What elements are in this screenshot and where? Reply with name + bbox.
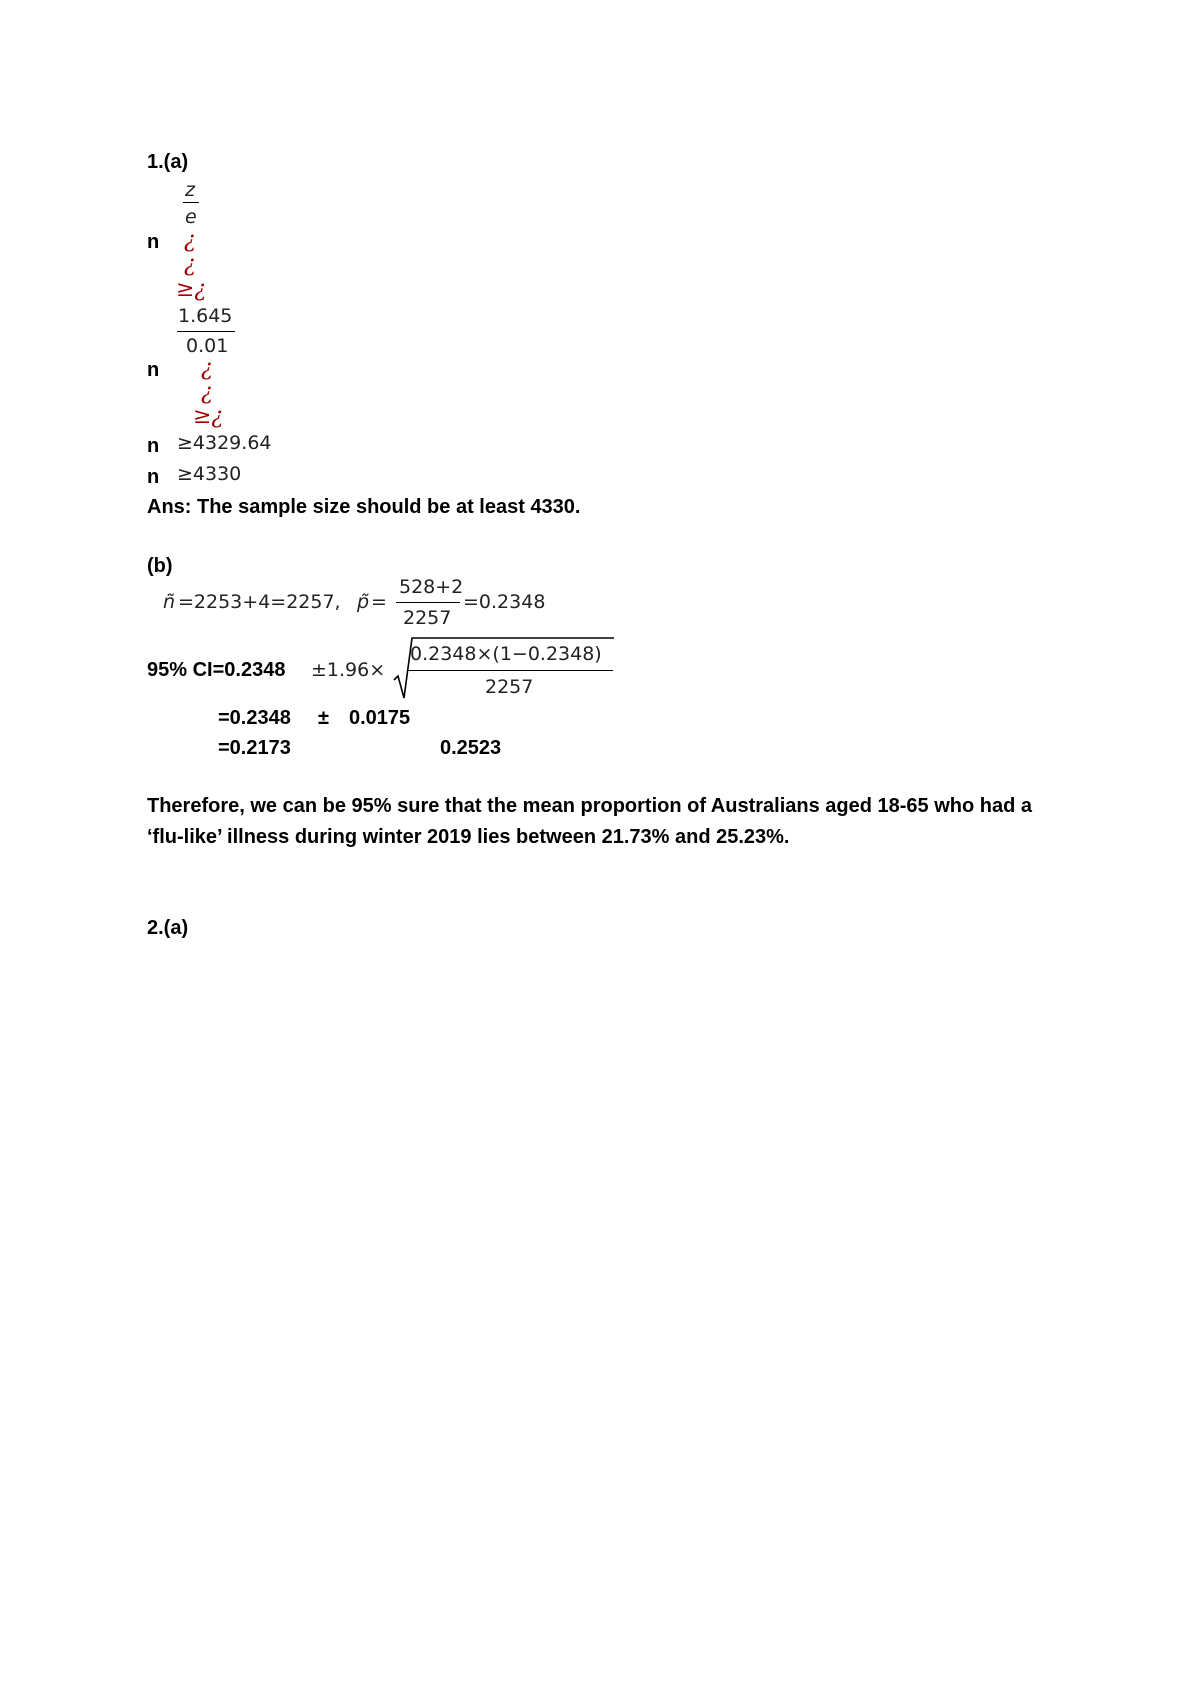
p-result: =0.2348	[463, 591, 546, 613]
denominator-001: 0.01	[186, 335, 229, 357]
step2-right: 0.0175	[349, 707, 411, 729]
p-tilde: p̃	[357, 591, 370, 613]
junk-char-4: ¿	[201, 380, 213, 405]
fraction-bar	[183, 202, 199, 203]
n-label-4: n	[147, 466, 160, 488]
n-tilde-expression: =2253+4=2257,	[178, 591, 341, 613]
junk-char-3: ¿	[201, 356, 213, 381]
sqrt-numerator: 0.2348×(1−0.2348)	[410, 643, 602, 665]
n-label-2: n	[147, 359, 160, 381]
sqrt-fraction-bar	[407, 670, 613, 671]
n-value-4330: ≥4330	[177, 463, 242, 485]
junk-char-2: ¿	[184, 252, 196, 277]
step3-right: 0.2523	[440, 737, 502, 759]
fraction-bar-2	[177, 331, 235, 332]
heading-1b: (b)	[147, 555, 173, 577]
step2-pm: ±	[318, 707, 329, 729]
p-fraction-bar	[396, 602, 460, 603]
pm-196: ±1.96×	[311, 659, 386, 681]
answer-1a: Ans: The sample size should be at least 4330.	[147, 496, 581, 518]
conclusion-paragraph: Therefore, we can be 95% sure that the mean proportion of Australians aged 18-65 who had a ‘flu-like’ illness during winter 2019 lies between 21.73% and 25.23%.	[147, 795, 1033, 848]
n-label-3: n	[147, 435, 160, 457]
n-tilde: ñ	[163, 591, 176, 613]
numerator-1645: 1.645	[178, 305, 233, 327]
fraction-denominator-e: e	[185, 206, 197, 228]
sqrt-denominator: 2257	[485, 676, 534, 698]
n-value-4329: ≥4329.64	[177, 432, 272, 454]
heading-1a: 1.(a)	[147, 151, 189, 173]
junk-char-1: ¿	[184, 228, 196, 253]
step3-left: =0.2173	[218, 737, 291, 759]
geq-junk-2: ≥¿	[193, 404, 224, 429]
step2-left: =0.2348	[218, 707, 291, 729]
p-fraction-numerator: 528+2	[399, 576, 464, 598]
fraction-numerator-z: z	[185, 179, 195, 201]
p-tilde-equals: =	[371, 591, 387, 613]
n-label-1: n	[147, 231, 160, 253]
p-fraction-denominator: 2257	[403, 607, 452, 629]
heading-2a: 2.(a)	[147, 917, 189, 939]
geq-junk-1: ≥¿	[176, 277, 207, 302]
ci-label: 95% CI=0.2348	[147, 659, 286, 681]
